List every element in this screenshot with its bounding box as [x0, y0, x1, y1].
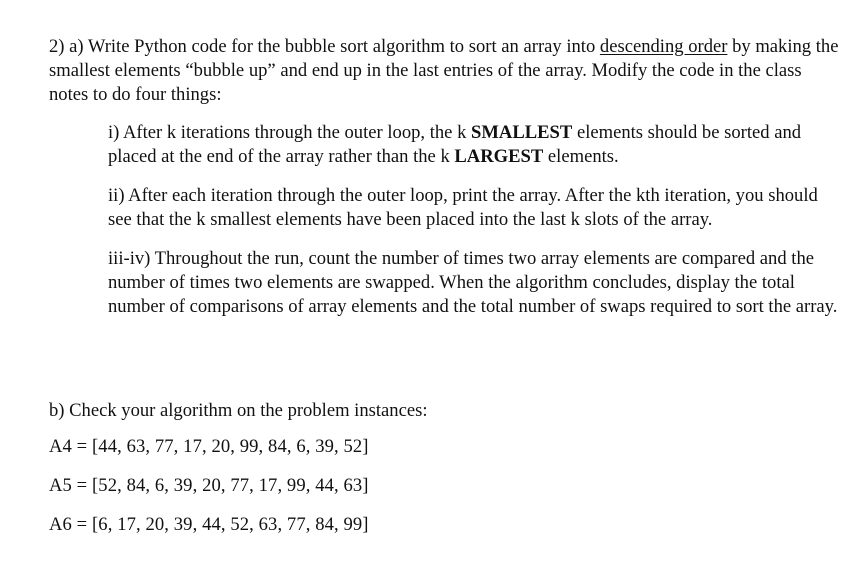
instance-a6: A6 = [6, 17, 20, 39, 44, 52, 63, 77, 84, 99] [49, 514, 369, 535]
intro-suffix: by making the smallest elements “bubble up” and end up in the last entries of the array. Modify the code in the class notes to do four things: [49, 36, 839, 105]
instance-a4: A4 = [44, 63, 77, 17, 20, 99, 84, 6, 39, 52] [49, 436, 369, 457]
underlined-descending-order: descending order [599, 36, 728, 57]
requirement-ii: ii) After each iteration through the outer loop, print the array. After the kth iteration, you should see that the k smallest elements have been placed into the last k slots of the array. [108, 185, 818, 230]
req-i-bold-smallest: SMALLEST [471, 122, 573, 143]
req-i-middle: elements should be sorted and placed at the end of the array rather than the k [108, 122, 802, 167]
requirement-iii-iv: iii-iv) Throughout the run, count the number of times two array elements are compared and the number of times two elements are swapped. When the algorithm concludes, display the total number of comparisons of array elements and the total number of swaps required to sort the array. [108, 248, 838, 317]
req-i-prefix: i) After k iterations through the outer loop, the k [108, 122, 472, 143]
req-i-bold-largest: LARGEST [454, 146, 544, 167]
part-b-heading: b) Check your algorithm on the problem instances: [49, 400, 428, 421]
requirement-i [108, 121, 838, 169]
part-a-intro [49, 35, 839, 107]
intro-prefix: 2) a) Write Python code for the bubble sort algorithm to sort an array into [49, 36, 600, 57]
instance-a5: A5 = [52, 84, 6, 39, 20, 77, 17, 99, 44, 63] [49, 475, 369, 496]
req-i-suffix: elements. [543, 146, 619, 167]
